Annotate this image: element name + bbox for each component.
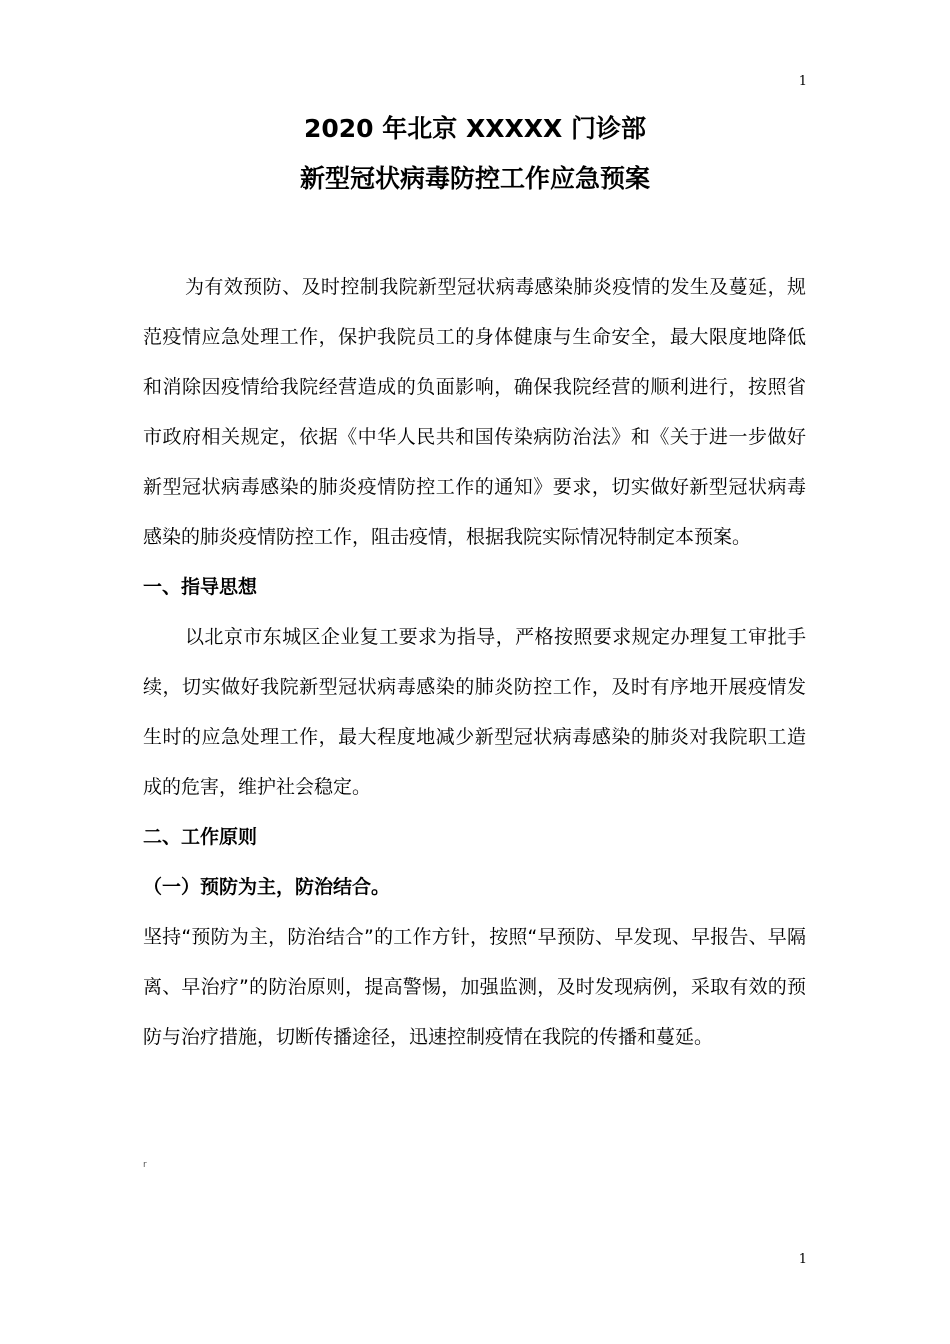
document-body xyxy=(143,262,806,1062)
guiding-ideology-paragraph: 以北京市东城区企业复工要求为指导，严格按照要求规定办理复工审批手续，切实做好我院新型冠状病毒感染的肺炎防控工作，及时有序地开展疫情发生时的应急处理工作，最大程度地减少新型冠状病毒感染的肺炎对我院职工造成的危害，维护社会稳定。 xyxy=(143,626,806,798)
stray-mark: r xyxy=(143,1160,147,1170)
document-title-line-2: 新型冠状病毒防控工作应急预案 xyxy=(299,164,650,193)
section-heading-guiding-ideology: 一、指导思想 xyxy=(143,576,258,598)
intro-paragraph: 为有效预防、及时控制我院新型冠状病毒感染肺炎疫情的发生及蔓延，规范疫情应急处理工作，保护我院员工的身体健康与生命安全，最大限度地降低和消除因疫情给我院经营造成的负面影响，确保我院经营的顺利进行，按照省市政府相关规定，依据《中华人民共和国传染病防治法》和《关于进一步做好新型冠状病毒感染的肺炎疫情防控工作的通知》要求，切实做好新型冠状病毒感染的肺炎疫情防控工作，阻击疫情，根据我院实际情况特制定本预案。 xyxy=(143,276,806,548)
subsection-heading-prevention-first: （一）预防为主，防治结合。 xyxy=(143,876,391,898)
page-number-top: 1 xyxy=(798,74,807,89)
document-title-line-1: 2020 年北京 XXXXX 门诊部 xyxy=(303,114,647,143)
section-heading-work-principles: 二、工作原则 xyxy=(143,826,258,848)
prevention-first-paragraph: 坚持“预防为主，防治结合”的工作方针，按照“早预防、早发现、早报告、早隔离、早治疗”的防治原则，提高警惕，加强监测，及时发现病例，采取有效的预防与治疗措施，切断传播途径，迅速控制疫情在我院的传播和蔓延。 xyxy=(143,926,806,1048)
page-number-bottom: 1 xyxy=(798,1252,807,1267)
